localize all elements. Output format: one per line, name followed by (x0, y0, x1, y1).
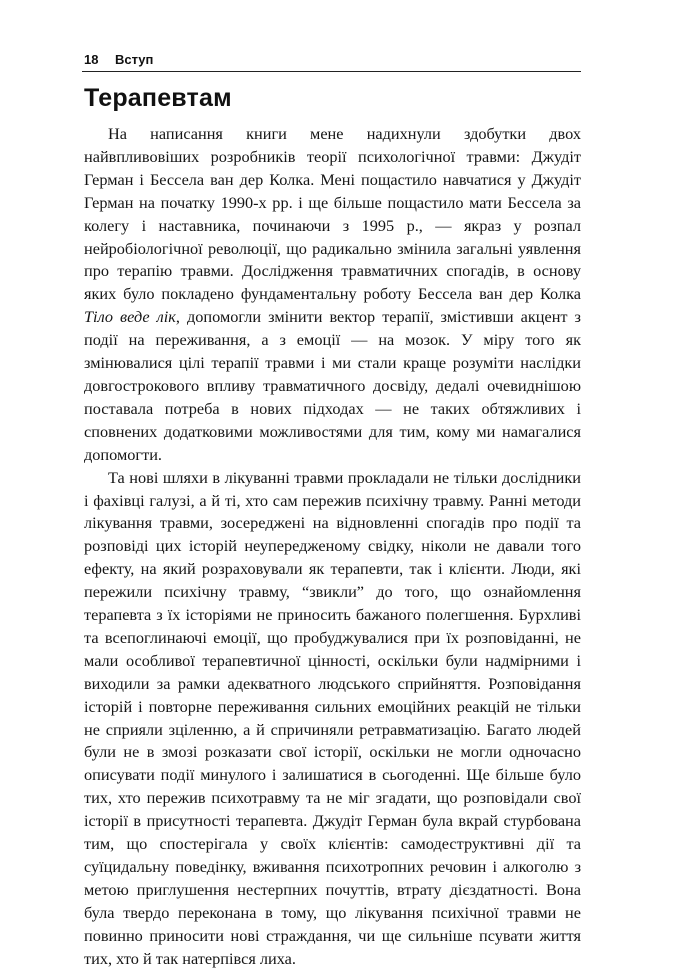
paragraph-2: Та нові шляхи в лікуванні травми прокладали не тільки дослідники і фахівці галузі, а й ті, хто сам пережив психічну травму. Ранні методи лікування травми, зосереджені на відновленні спогадів про події та розповіді цих історій неупередженому свідку, ніколи не давали того ефекту, на який розраховували як терапевти, так і клієнти. Люди, які пережили психічну травму, “звикли” до того, що ознайомлення терапевта з їх історіями не приносить бажаного полегшення. Бурхливі та всепоглинаючі емоції, що пробуджувалися при їх розповіданні, не мали особливої терапевтичної цінності, оскільки були надмірними і виходили за рамки адекватного людського сприйняття. Розповідання історій і повторне переживання сильних емоційних реакцій не тільки не сприяли зціленню, а й спричиняли ретравматизацію. Багато людей були не в змозі розказати свої історії, оскільки не могли одночасно описувати події минулого і залишатися в сьогоденні. Ще більше було тих, хто пережив психотравму та не міг згадати, що розповідали свої історії в присутності терапевта. Джудіт Герман була вкрай стурбована тим, що спостерігала у своїх клієнтів: самодеструктивні дії та суїцидальну поведінку, вживання психотропних речовин і алкоголю з метою приглушення нестерпних почуттів, втрату дієздатності. Вона була твердо переконана в тому, що лікування психічної травми не повинно приносити нові страждання, чи ще сильніше псувати життя тих, хто й так натерпівся лиха. (84, 467, 581, 968)
body-text (84, 123, 581, 971)
paragraph-1 (84, 123, 581, 467)
paragraph-1-text-before: На написання книги мене надихнули здобутки двох найвпливовіших розробників теорії психологічної травми: Джудіт Герман і Бессела ван дер Колка. Мені пощастило навчатися у Джудіт Герман на початку 1990-х рр. і ще більше пощастило мати Бессела за колегу і наставника, починаючи з 1995 р., — якраз у розпал нейробіологічної революції, що радикально змінила загальні уявлення про терапію травми. Дослідження травматичних спогадів, в основу яких було покладено фундаментальну роботу Бессела ван дер Колка (84, 124, 581, 304)
section-name: Вступ (115, 52, 154, 67)
book-title-italic: Тіло веде лік (84, 307, 176, 327)
chapter-title: Терапевтам (84, 84, 232, 112)
running-header (82, 47, 581, 72)
page-number: 18 (84, 52, 99, 67)
paragraph-1-text-after: , допомогли змінити вектор терапії, змістивши акцент з події на переживання, а з емоції — на мозок. У міру того як змінювалися цілі терапії травми і ми стали краще розуміти наслідки довгострокового впливу травматичного досвіду, дедалі очевиднішою поставала потреба в нових підходах — не таких обтяжливих і сповнених додатковими можливостями для тим, кому ми намагалися допомогти. (84, 307, 581, 464)
